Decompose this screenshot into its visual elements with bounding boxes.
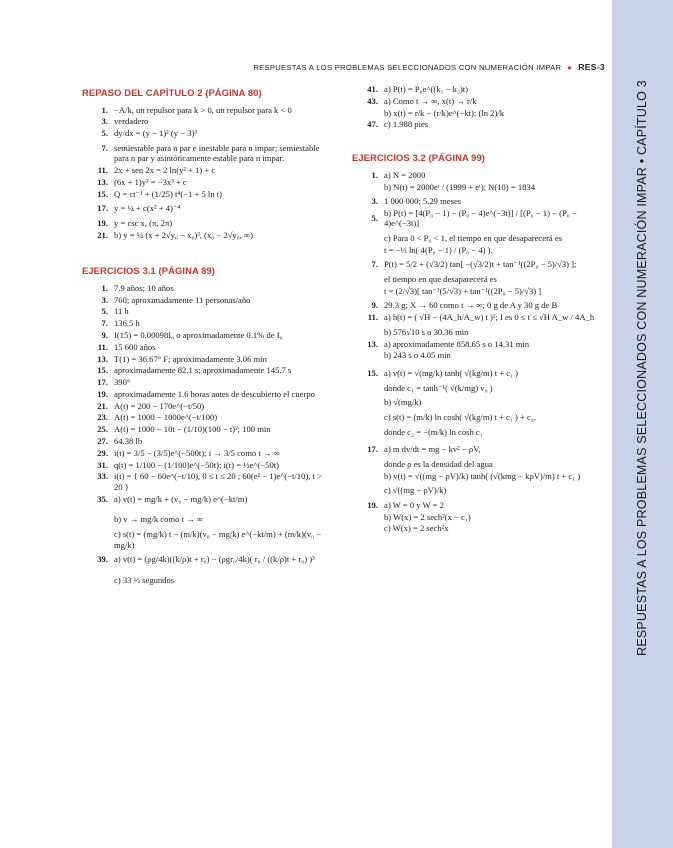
- answer-item: 1. a) N = 2000: [371, 169, 426, 180]
- answer-item: 15. a) v(t) = √(mg/k) tanh( √(kg/m) t + c₁ ): [367, 368, 519, 379]
- answer-item: donde c₁ = tanh⁻¹( √(k/mg) v₀ ): [384, 382, 493, 393]
- answer-item: 33. i(t) = { 60 − 60e^(−t/10), 0 ≤ t ≤ 20 ; 60(e² − 1)e^(−t/10), t > 20 }: [97, 471, 322, 492]
- answer-item: t = −⅓ ln( 4(P₀ − 1) / (P₀ − 4) ).: [384, 244, 493, 255]
- answer-item: 13. T(1) = 36.67° F; aproximadamente 3.06 min: [97, 353, 267, 364]
- answer-item: 9. 29.3 g; X → 60 como t → ∞; 0 g de A y 30 g de B: [371, 300, 558, 311]
- answer-item: 35. a) v(t) = mg/k + (v₀ − mg/k) e^(−kt/m): [97, 493, 248, 504]
- answer-item: b) N(t) = 2000eᵗ / (1999 + eᵗ); N(10) = 1834: [384, 181, 536, 192]
- answer-item: b) v → mg/k como t → ∞: [114, 514, 203, 525]
- answer-item: 11. 15 600 años: [97, 341, 156, 352]
- answer-item: 1. −A/k, un repulsor para k > 0, un repulsor para k < 0: [101, 104, 292, 115]
- answer-item: c) s(t) = (m/k) ln cosh( √(kg/m) t + c₁ ) + c₂,: [384, 411, 536, 422]
- answer-item: 7. semiestable para n par e inestable para n impar; semiestable para n par y asintóticamente estable para n impar.: [101, 142, 320, 164]
- answer-item: 27. 64.38 lb: [97, 436, 143, 446]
- answer-item: 19. y = csc x, (π, 2π): [97, 217, 173, 228]
- answer-item: c) 33 ⅓ segundos: [114, 574, 175, 585]
- answer-item: b) √(mg/k): [384, 397, 422, 408]
- answer-item: 25. A(t) = 1000 − 10t − (1/10)(100 − t)²; 100 min: [97, 424, 271, 435]
- answer-item: t = (2/√3)[ tan⁻¹(5/√3) + tan⁻¹((2P₀ − 5)/√3) ]: [384, 285, 542, 296]
- answer-item: 19. a) W = 0 y W = 2: [367, 499, 444, 510]
- answer-item: donde c₂ = −(m/k) ln cosh c₁: [384, 426, 483, 437]
- answer-item: 11. 2x + sen 2x = 2 ln(y² + 1) + c: [97, 165, 216, 176]
- answer-item: 23. A(t) = 1000 − 1000e^(−t/100): [97, 412, 218, 423]
- bullet-icon: ●: [567, 63, 573, 72]
- answer-item: 21. A(t) = 200 − 170e^(−t/50): [97, 400, 205, 411]
- right-column: [352, 84, 607, 535]
- answer-item: 31. q(t) = 1/100 − (1/100)e^(−50t); i(t) = ½e^(−50t): [97, 459, 279, 470]
- section-title: EJERCICIOS 3.2 (PÁGINA 99): [352, 152, 486, 164]
- answer-item: 9. I(15) = 0.00098I₀ o aproximadamente 0.1% de I₀: [101, 329, 283, 340]
- answer-item: c) √((mg − ρV)/k): [384, 485, 447, 496]
- section-title: EJERCICIOS 3.1 (PÁGINA 89): [82, 265, 216, 277]
- answer-item: 15. aproximadamente 82.1 s; aproximadamente 145.7 s: [97, 365, 292, 376]
- answer-item: 7. P(t) = 5/2 + (√3/2) tan[ −(√3/2)t + tan⁻¹((2P₀ − 5)/√3) ];: [371, 259, 577, 270]
- answer-item: 17. y = ¼ + c(x² + 4)⁻⁴: [97, 203, 181, 214]
- answer-item: 29. i(t) = 3/5 − (3/5)e^(−500t); i → 3/5 como t → ∞: [97, 447, 280, 458]
- answer-item: 3. 1 000 000; 5.29 meses: [371, 196, 462, 207]
- answer-item: 47. c) 1.988 pies: [367, 119, 429, 130]
- answer-item: 15. Q = ct⁻¹ + (1/25) t⁴(−1 + 5 ln t): [97, 188, 223, 199]
- page-number: RES-3: [578, 62, 605, 72]
- answer-item: 43. a) Como t → ∞, x(t) → r/k: [367, 95, 477, 106]
- answer-item: c) s(t) = (mg/k) t − (m/k)(v₀ − mg/k) e^(−kt/m) + (m/k)(v₀ − mg/k): [114, 528, 322, 550]
- answer-item: 17. 390°: [97, 377, 131, 388]
- answer-item: 41. a) P(t) = P₀e^((k₁ − k₂)t): [367, 84, 469, 94]
- answer-item: 5. 11 h: [101, 306, 129, 317]
- answer-item: b) W(x) = 2 sech²(x − c₁): [384, 511, 471, 522]
- answer-item: 13. (6x + 1)y³ = −3x³ + c: [97, 176, 187, 187]
- sidebar-title: RESPUESTAS A LOS PROBLEMAS SELECCIONADOS CON NUMERACIÓN IMPAR • CAPÍTULO 3: [635, 80, 649, 656]
- answer-item: 3. verdadero: [101, 116, 149, 127]
- running-header: [200, 62, 605, 72]
- answer-item: 1. 7.9 años; 10 años: [101, 282, 174, 293]
- answer-item: c) W(x) = 2 sech²x: [384, 523, 449, 534]
- answer-item: 17. a) m dv/dt = mg − kv² − ρV,: [367, 444, 481, 455]
- answer-item: 21. b) y = ¼ (x + 2√y₀ − x₀)², (x₀ − 2√y₀, ∞): [97, 229, 254, 240]
- answer-item: 13. a) aproximadamente 858.65 s o 14.31 min: [367, 338, 530, 349]
- answer-item: b) x(t) = r/k − (r/k)e^(−kt); (ln 2)/k: [384, 107, 504, 118]
- answer-item: 5. dy/dx = (y − 1)² (y − 3)³: [101, 128, 197, 139]
- answer-item: el tiempo en que desaparecerá es: [384, 274, 497, 285]
- left-column: [82, 84, 332, 592]
- answer-item: c) Para 0 < P₀ < 1, el tiempo en que desaparecerá es: [384, 233, 563, 244]
- answer-item: donde ρ es la densidad del agua: [384, 458, 493, 469]
- answer-item: 7. 136.5 h: [101, 318, 140, 329]
- answer-item: 5. b) P(t) = [4(P₀ − 1) − (P₀ − 4)e^(−3t)] / [(P₀ − 1) − (P₀ − 4)e^(−3t)]: [371, 207, 577, 229]
- answer-item: b) 576√10 s o 30.36 min: [384, 326, 469, 337]
- answer-item: 19. aproximadamente 1.6 horas antes de descubierto el cuerpo: [97, 388, 315, 399]
- answer-item: b) v(t) = √((mg − ρV)/k) tanh( (√(kmg − kρV)/m) t + c₁ ): [384, 470, 581, 481]
- answer-item: 39. a) v(t) = (ρg/4k)((k/ρ)t + r₀) − (ρgr₀/4k)( r₀ / ((k/ρ)t + r₀) )³: [97, 554, 315, 565]
- section-title: REPASO DEL CAPÍTULO 2 (PÁGINA 80): [82, 87, 262, 98]
- answer-item: 3. 760; aproximadamente 11 personas/año: [101, 294, 251, 305]
- answer-item: 11. a) h(t) = ( √H − (4A_h/A_w) t )²; I es 0 ≤ t ≤ √H A_w / 4A_h: [367, 312, 595, 323]
- answer-item: b) 243 s o 4.05 min: [384, 350, 451, 361]
- running-title: RESPUESTAS A LOS PROBLEMAS SELECCIONADOS CON NUMERACIÓN IMPAR: [253, 63, 562, 72]
